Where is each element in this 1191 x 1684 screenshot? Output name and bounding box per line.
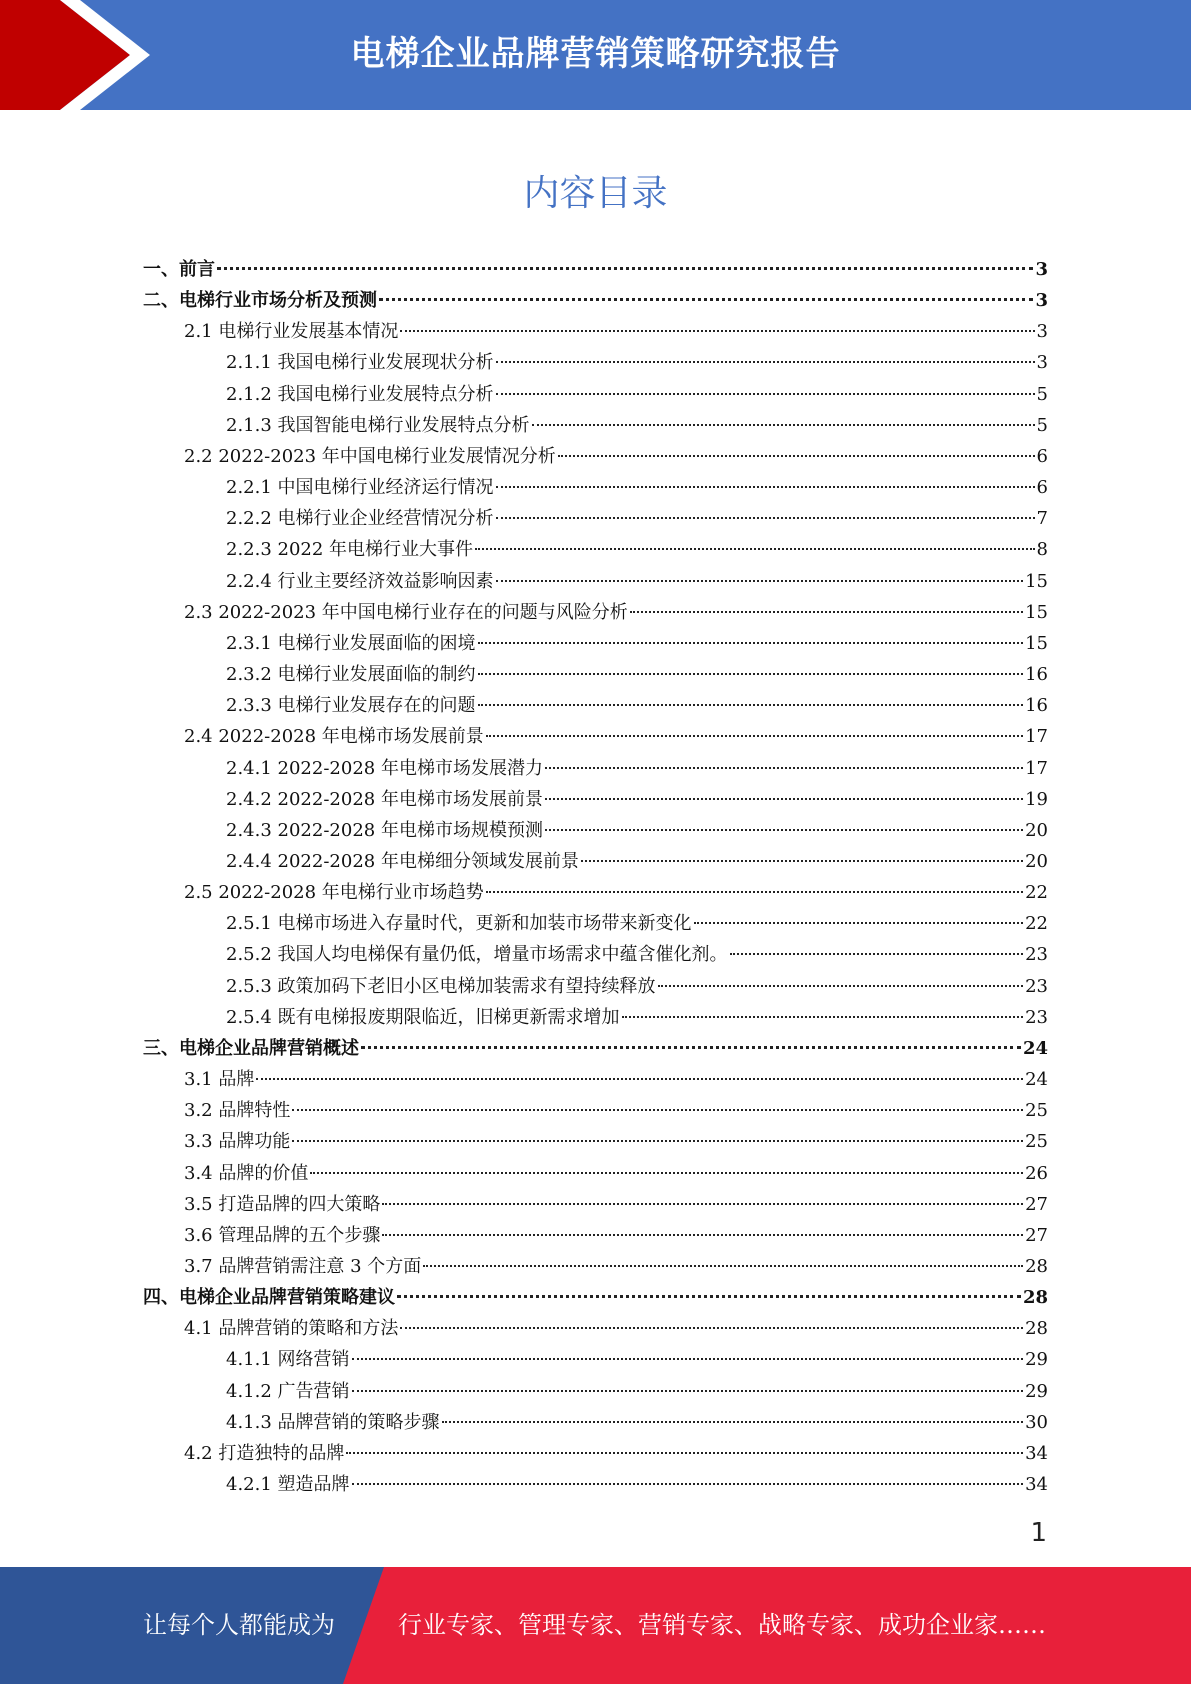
- toc-entry[interactable]: [143, 1438, 1048, 1469]
- toc-entry[interactable]: [143, 1126, 1048, 1157]
- toc-entry-title: 4.1.1 网络营销: [226, 1349, 350, 1371]
- toc-dot-leader: [352, 1390, 1024, 1392]
- toc-entry[interactable]: [143, 316, 1048, 347]
- toc-dot-leader: [423, 1265, 1023, 1267]
- toc-dot-leader: [496, 393, 1035, 395]
- toc-entry[interactable]: [143, 971, 1048, 1002]
- toc-entry-title: 3.5 打造品牌的四大策略: [184, 1193, 381, 1215]
- toc-dot-leader: [217, 267, 1033, 270]
- toc-entry-page: 8: [1036, 539, 1048, 561]
- toc-entry[interactable]: [143, 1344, 1048, 1375]
- toc-entry-page: 24: [1022, 1037, 1048, 1059]
- toc-entry-page: 25: [1025, 1100, 1048, 1122]
- toc-entry-page: 34: [1025, 1474, 1048, 1496]
- toc-entry[interactable]: [143, 1095, 1048, 1126]
- toc-entry-title: 2.4.1 2022-2028 年电梯市场发展潜力: [226, 757, 543, 779]
- toc-entry-title: 4.1 品牌营销的策略和方法: [184, 1318, 399, 1340]
- toc-entry-title: 一、前言: [143, 259, 215, 280]
- toc-entry-page: 23: [1025, 1006, 1048, 1028]
- toc-entry[interactable]: [143, 472, 1048, 503]
- toc-entry[interactable]: [143, 1313, 1048, 1344]
- toc-dot-leader: [545, 798, 1023, 800]
- toc-entry-title: 2.4.4 2022-2028 年电梯细分领域发展前景: [226, 850, 579, 872]
- toc-entry-title: 2.1.3 我国智能电梯行业发展特点分析: [226, 414, 530, 436]
- toc-entry-page: 22: [1025, 882, 1048, 904]
- toc-entry-page: 28: [1022, 1287, 1048, 1309]
- toc-entry[interactable]: [143, 784, 1048, 815]
- toc-entry-page: 16: [1025, 664, 1048, 686]
- toc-entry-title: 2.5.2 我国人均电梯保有量仍低，增量市场需求中蕴含催化剂。: [226, 944, 728, 966]
- toc-entry-title: 4.1.2 广告营销: [226, 1380, 350, 1402]
- toc-dot-leader: [256, 1078, 1023, 1080]
- toc-entry-title: 2.5.4 既有电梯报废期限临近，旧梯更新需求增加: [226, 1006, 620, 1028]
- toc-entry-page: 22: [1025, 913, 1048, 935]
- toc-dot-leader: [475, 548, 1034, 550]
- toc-dot-leader: [558, 455, 1035, 457]
- toc-dot-leader: [486, 735, 1023, 737]
- toc-entry-title: 2.1.1 我国电梯行业发展现状分析: [226, 352, 494, 374]
- toc-entry[interactable]: [143, 1220, 1048, 1251]
- toc-dot-leader: [496, 580, 1024, 582]
- toc-dot-leader: [292, 1140, 1023, 1142]
- toc-dot-leader: [545, 829, 1023, 831]
- toc-entry-title: 3.4 品牌的价值: [184, 1162, 309, 1184]
- toc-entry-title: 二、电梯行业市场分析及预测: [143, 290, 377, 312]
- toc-entry-page: 7: [1036, 508, 1048, 530]
- toc-entry-title: 2.3.1 电梯行业发展面临的困境: [226, 632, 476, 654]
- table-of-contents: [143, 254, 1048, 1500]
- toc-dot-leader: [442, 1421, 1024, 1423]
- toc-entry-title: 2.5.1 电梯市场进入存量时代，更新和加装市场带来新变化: [226, 913, 692, 935]
- toc-entry-title: 4.2 打造独特的品牌: [184, 1442, 345, 1464]
- toc-entry-page: 5: [1036, 383, 1048, 405]
- footer-slogan-left: 让每个人都能成为: [143, 1611, 335, 1639]
- toc-entry-title: 3.1 品牌: [184, 1069, 255, 1091]
- toc-entry[interactable]: [143, 285, 1048, 316]
- toc-entry-title: 2.2.2 电梯行业企业经营情况分析: [226, 508, 494, 530]
- toc-entry[interactable]: [143, 628, 1048, 659]
- toc-heading: 内容目录: [523, 173, 668, 214]
- toc-entry[interactable]: [143, 254, 1048, 285]
- toc-entry-page: 5: [1036, 414, 1048, 436]
- toc-entry-page: 3: [1035, 290, 1048, 312]
- toc-entry-page: 19: [1025, 788, 1048, 810]
- toc-dot-leader: [630, 611, 1023, 613]
- toc-entry[interactable]: [143, 379, 1048, 410]
- toc-dot-leader: [352, 1358, 1024, 1360]
- toc-dot-leader: [581, 860, 1023, 862]
- toc-entry[interactable]: [143, 441, 1048, 472]
- toc-entry[interactable]: [143, 597, 1048, 628]
- toc-entry-title: 2.3 2022-2023 年中国电梯行业存在的问题与风险分析: [184, 601, 628, 623]
- toc-entry-page: 16: [1025, 695, 1048, 717]
- toc-dot-leader: [400, 1327, 1023, 1329]
- toc-entry-title: 2.4.2 2022-2028 年电梯市场发展前景: [226, 788, 543, 810]
- toc-entry-title: 三、电梯企业品牌营销概述: [143, 1037, 359, 1059]
- toc-dot-leader: [478, 704, 1024, 706]
- toc-entry-page: 29: [1025, 1349, 1048, 1371]
- toc-entry-title: 3.2 品牌特性: [184, 1100, 291, 1122]
- toc-dot-leader: [658, 985, 1024, 987]
- toc-entry-page: 30: [1025, 1411, 1048, 1433]
- toc-entry-page: 15: [1025, 570, 1048, 592]
- toc-entry-title: 2.2.3 2022 年电梯行业大事件: [226, 539, 474, 561]
- toc-entry-title: 2.5 2022-2028 年电梯行业市场趋势: [184, 882, 484, 904]
- toc-entry-page: 20: [1025, 850, 1048, 872]
- toc-entry-page: 3: [1036, 321, 1048, 343]
- toc-entry-page: 17: [1025, 757, 1048, 779]
- toc-entry-title: 4.2.1 塑造品牌: [226, 1474, 350, 1496]
- toc-entry[interactable]: [143, 877, 1048, 908]
- toc-entry-page: 27: [1025, 1224, 1048, 1246]
- toc-dot-leader: [694, 922, 1024, 924]
- toc-entry[interactable]: [143, 939, 1048, 970]
- toc-entry[interactable]: [143, 659, 1048, 690]
- toc-entry-title: 3.3 品牌功能: [184, 1131, 291, 1153]
- toc-entry[interactable]: [143, 1251, 1048, 1282]
- toc-entry[interactable]: [143, 1158, 1048, 1189]
- toc-entry-title: 2.4.3 2022-2028 年电梯市场规模预测: [226, 819, 543, 841]
- toc-dot-leader: [478, 642, 1024, 644]
- page-number: 1: [1030, 1518, 1047, 1548]
- toc-entry-page: 25: [1025, 1131, 1048, 1153]
- toc-entry-title: 2.3.3 电梯行业发展存在的问题: [226, 695, 476, 717]
- toc-entry-page: 15: [1025, 632, 1048, 654]
- toc-entry[interactable]: [143, 566, 1048, 597]
- toc-entry-page: 6: [1036, 477, 1048, 499]
- header-banner: [0, 0, 1191, 110]
- toc-entry-page: 26: [1025, 1162, 1048, 1184]
- toc-dot-leader: [310, 1172, 1023, 1174]
- toc-dot-leader: [496, 517, 1035, 519]
- toc-entry-title: 2.3.2 电梯行业发展面临的制约: [226, 664, 476, 686]
- toc-entry[interactable]: [143, 1033, 1048, 1064]
- toc-dot-leader: [292, 1109, 1023, 1111]
- toc-entry-title: 2.2.1 中国电梯行业经济运行情况: [226, 477, 494, 499]
- toc-dot-leader: [382, 1203, 1023, 1205]
- toc-entry[interactable]: [143, 721, 1048, 752]
- toc-entry[interactable]: [143, 534, 1048, 565]
- toc-entry-page: 15: [1025, 601, 1048, 623]
- toc-entry-page: 23: [1025, 975, 1048, 997]
- toc-entry-page: 20: [1025, 819, 1048, 841]
- toc-entry-title: 3.7 品牌营销需注意 3 个方面: [184, 1256, 422, 1277]
- toc-entry-page: 23: [1025, 944, 1048, 966]
- toc-entry[interactable]: [143, 753, 1048, 784]
- toc-entry-page: 6: [1036, 445, 1048, 467]
- toc-entry-page: 27: [1025, 1193, 1048, 1215]
- toc-dot-leader: [361, 1046, 1021, 1049]
- toc-entry-page: 3: [1036, 352, 1048, 374]
- toc-dot-leader: [346, 1452, 1023, 1454]
- toc-entry[interactable]: [143, 1376, 1048, 1407]
- toc-entry[interactable]: [143, 410, 1048, 441]
- toc-entry[interactable]: [143, 347, 1048, 378]
- toc-entry[interactable]: [143, 1064, 1048, 1095]
- toc-entry-title: 2.5.3 政策加码下老旧小区电梯加装需求有望持续释放: [226, 975, 656, 997]
- toc-dot-leader: [532, 424, 1035, 426]
- toc-dot-leader: [397, 1295, 1021, 1298]
- toc-entry[interactable]: [143, 690, 1048, 721]
- toc-entry[interactable]: [143, 1282, 1048, 1313]
- toc-entry-title: 四、电梯企业品牌营销策略建议: [143, 1287, 395, 1309]
- toc-entry-page: 29: [1025, 1380, 1048, 1402]
- toc-dot-leader: [496, 486, 1035, 488]
- toc-entry[interactable]: [143, 1189, 1048, 1220]
- toc-entry-page: 17: [1025, 726, 1048, 748]
- toc-entry[interactable]: [143, 846, 1048, 877]
- toc-dot-leader: [496, 361, 1035, 363]
- footer-slogan-right: 行业专家、管理专家、营销专家、战略专家、成功企业家……: [398, 1611, 1046, 1639]
- toc-dot-leader: [730, 953, 1024, 955]
- toc-dot-leader: [478, 673, 1024, 675]
- toc-entry[interactable]: [143, 908, 1048, 939]
- toc-entry[interactable]: [143, 1469, 1048, 1500]
- toc-dot-leader: [382, 1234, 1023, 1236]
- toc-entry-page: 28: [1025, 1256, 1048, 1277]
- toc-dot-leader: [545, 767, 1023, 769]
- toc-dot-leader: [352, 1483, 1024, 1485]
- toc-entry-page: 3: [1035, 259, 1048, 280]
- toc-entry[interactable]: [143, 503, 1048, 534]
- toc-dot-leader: [486, 891, 1023, 893]
- toc-entry[interactable]: [143, 1407, 1048, 1438]
- toc-dot-leader: [379, 298, 1033, 301]
- toc-entry-title: 2.1 电梯行业发展基本情况: [184, 321, 399, 343]
- toc-entry-page: 28: [1025, 1318, 1048, 1340]
- toc-entry[interactable]: [143, 815, 1048, 846]
- toc-entry-title: 2.4 2022-2028 年电梯市场发展前景: [184, 726, 484, 748]
- toc-entry[interactable]: [143, 1002, 1048, 1033]
- toc-entry-page: 24: [1025, 1069, 1048, 1091]
- toc-entry-title: 3.6 管理品牌的五个步骤: [184, 1224, 381, 1246]
- report-title: 电梯企业品牌营销策略研究报告: [350, 34, 841, 74]
- toc-entry-title: 2.1.2 我国电梯行业发展特点分析: [226, 383, 494, 405]
- toc-dot-leader: [400, 330, 1034, 332]
- toc-entry-title: 2.2.4 行业主要经济效益影响因素: [226, 570, 494, 592]
- toc-entry-title: 4.1.3 品牌营销的策略步骤: [226, 1411, 440, 1433]
- toc-dot-leader: [622, 1016, 1024, 1018]
- toc-entry-page: 34: [1025, 1442, 1048, 1464]
- toc-entry-title: 2.2 2022-2023 年中国电梯行业发展情况分析: [184, 445, 556, 467]
- footer-banner: [0, 1567, 1191, 1684]
